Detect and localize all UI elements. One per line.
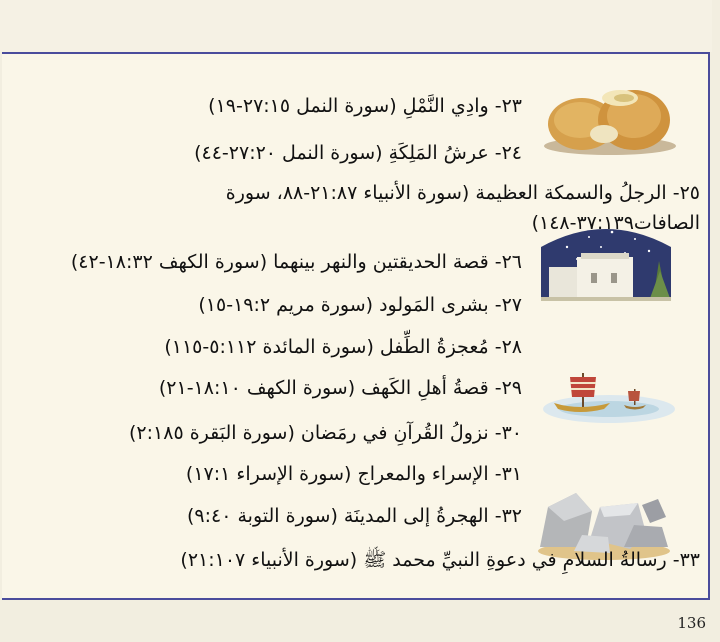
item-number: ٢٥- [672,182,700,204]
list-item [95,545,700,575]
list-item [186,459,522,489]
item-text: مُعجزةُ الطِّفل (سورة المائدة ٥:١١٢-١١٥) [164,336,489,358]
item-text: قصةُ أهلِ الكَهف (سورة الكهف ١٨:١٠-٢١) [158,377,489,399]
page-number: 136 [677,614,706,632]
item-number: ٢٣- [494,95,522,117]
list-item [208,91,522,121]
item-text: الهجرةُ إلى المدينَة (سورة التوبة ٩:٤٠) [186,505,489,527]
item-text: رسالةُ السلامِ في دعوةِ النبيِّ محمد ﷺ (سورة الأنبياء ٢١:١٠٧) [180,549,667,571]
item-text: عرشُ المَلِكَةِ (سورة النمل ٢٧:٢٠-٤٤) [194,142,489,164]
item-number: ٣١- [494,463,522,485]
item-number: ٢٨- [494,336,522,358]
item-text: نزولُ القُرآنِ في رمَضان (سورة البَقرة ٢:١٨٥) [129,422,489,444]
list-item [95,178,700,238]
bread-loaves-icon [542,76,678,156]
list-item [159,373,522,403]
item-number: ٣٢- [494,505,522,527]
item-number: ٢٩- [494,377,522,399]
list-item [129,418,522,448]
item-text: الإسراء والمعراج (سورة الإسراء ١٧:١) [185,463,489,485]
list-item [164,332,522,362]
page-top-margin [0,0,712,52]
sailing-ship-icon [540,359,678,425]
item-number: ٣٣- [672,549,700,571]
list-item [71,247,522,277]
item-number: ٣٠- [494,422,522,444]
item-text: قصة الحديقتين والنهر بينهما (سورة الكهف ١٨:٣٢-٤٢) [70,251,489,273]
list-item [187,501,522,531]
item-number: ٢٦- [494,251,522,273]
item-number: ٢٧- [494,294,522,316]
list-item [198,290,522,320]
content-panel [2,52,710,600]
item-text: وادِي النَّمْلِ (سورة النمل ٢٧:١٥-١٩) [208,95,489,117]
item-text: بشرى المَولود (سورة مريم ١٩:٢-١٥) [198,294,489,316]
item-number: ٢٤- [494,142,522,164]
item-text: الرجلُ والسمكة العظيمة (سورة الأنبياء ٢١:٨٧-٨٨، سورة الصافات٣٧:١٣٩-١٤٨) [225,182,700,234]
list-item [194,138,522,168]
